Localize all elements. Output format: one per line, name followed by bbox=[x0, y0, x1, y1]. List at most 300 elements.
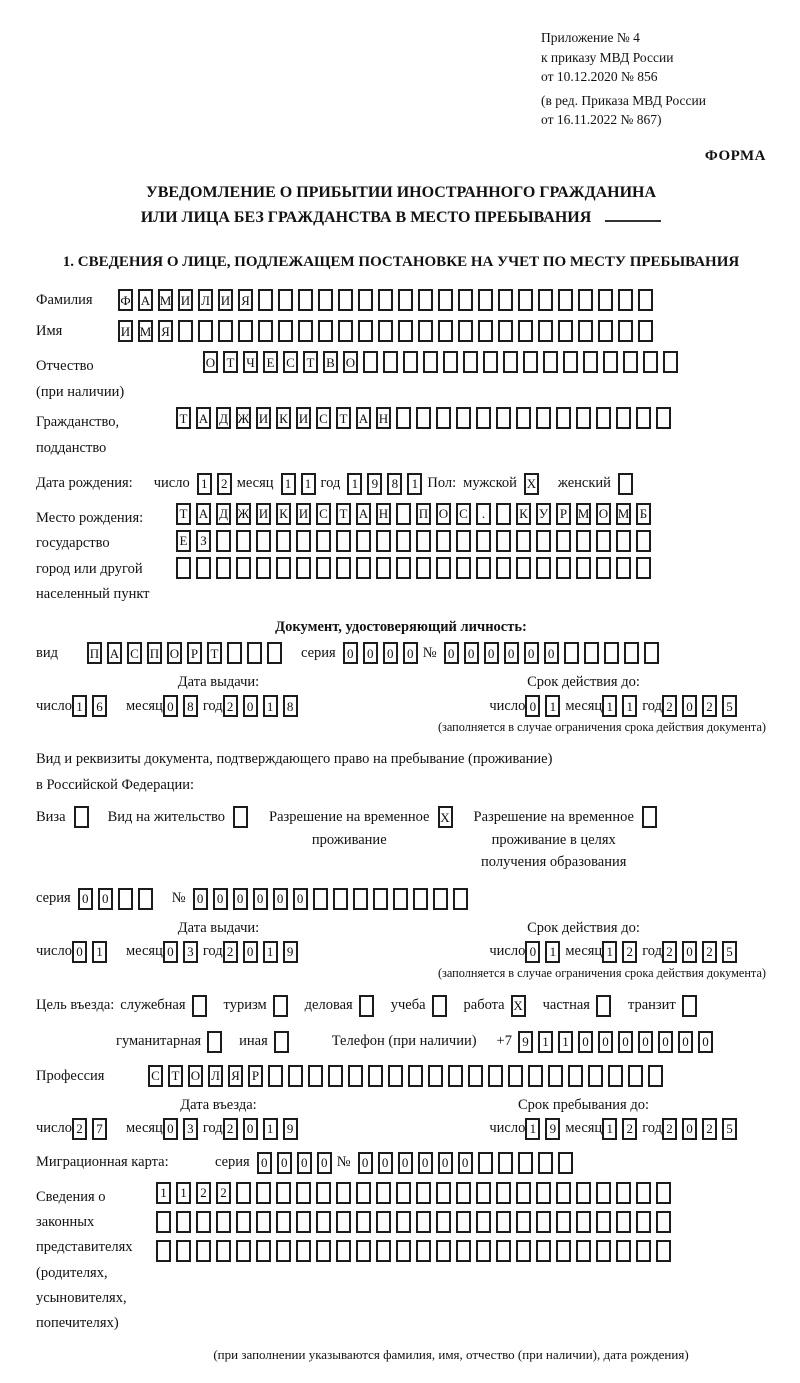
char-cell[interactable]: X bbox=[511, 995, 526, 1017]
char-cell[interactable]: О bbox=[596, 503, 611, 525]
char-cell[interactable]: 0 bbox=[438, 1152, 453, 1174]
char-cell[interactable] bbox=[423, 351, 438, 373]
char-cell[interactable] bbox=[276, 530, 291, 552]
char-cell[interactable] bbox=[563, 351, 578, 373]
char-cell[interactable] bbox=[456, 407, 471, 429]
char-cell[interactable] bbox=[336, 530, 351, 552]
char-cell[interactable] bbox=[453, 888, 468, 910]
char-cell[interactable]: Ч bbox=[243, 351, 258, 373]
char-cell[interactable] bbox=[433, 888, 448, 910]
char-cell[interactable] bbox=[192, 995, 207, 1017]
char-cell[interactable]: 7 bbox=[92, 1118, 107, 1140]
char-cell[interactable] bbox=[536, 1211, 551, 1233]
char-cell[interactable] bbox=[256, 1211, 271, 1233]
char-cell[interactable]: 0 bbox=[524, 642, 539, 664]
char-cell[interactable] bbox=[558, 289, 573, 311]
char-cell[interactable] bbox=[518, 289, 533, 311]
char-cell[interactable]: М bbox=[138, 320, 153, 342]
char-cell[interactable]: 0 bbox=[403, 642, 418, 664]
char-cell[interactable]: 9 bbox=[283, 1118, 298, 1140]
char-cell[interactable]: Т bbox=[223, 351, 238, 373]
char-cell[interactable] bbox=[348, 1065, 363, 1087]
char-cell[interactable]: 0 bbox=[638, 1031, 653, 1053]
char-cell[interactable]: Т bbox=[336, 407, 351, 429]
char-cell[interactable] bbox=[278, 320, 293, 342]
char-cell[interactable]: Ж bbox=[236, 407, 251, 429]
char-cell[interactable] bbox=[408, 1065, 423, 1087]
char-cell[interactable] bbox=[558, 320, 573, 342]
char-cell[interactable] bbox=[316, 557, 331, 579]
char-cell[interactable] bbox=[642, 806, 657, 828]
char-cell[interactable] bbox=[436, 557, 451, 579]
char-cell[interactable] bbox=[358, 320, 373, 342]
char-cell[interactable]: Д bbox=[216, 407, 231, 429]
char-cell[interactable] bbox=[656, 1240, 671, 1262]
char-cell[interactable] bbox=[353, 888, 368, 910]
char-cell[interactable] bbox=[616, 530, 631, 552]
char-cell[interactable]: Р bbox=[248, 1065, 263, 1087]
char-cell[interactable] bbox=[596, 1182, 611, 1204]
char-cell[interactable]: К bbox=[516, 503, 531, 525]
char-cell[interactable] bbox=[318, 320, 333, 342]
char-cell[interactable]: 1 bbox=[602, 695, 617, 717]
char-cell[interactable]: 1 bbox=[558, 1031, 573, 1053]
char-cell[interactable] bbox=[644, 642, 659, 664]
char-cell[interactable] bbox=[436, 1182, 451, 1204]
char-cell[interactable] bbox=[588, 1065, 603, 1087]
char-cell[interactable] bbox=[118, 888, 133, 910]
char-cell[interactable]: 1 bbox=[197, 473, 212, 495]
char-cell[interactable] bbox=[498, 320, 513, 342]
char-cell[interactable] bbox=[296, 557, 311, 579]
char-cell[interactable] bbox=[333, 888, 348, 910]
char-cell[interactable]: Д bbox=[216, 503, 231, 525]
char-cell[interactable] bbox=[413, 888, 428, 910]
char-cell[interactable] bbox=[296, 1211, 311, 1233]
char-cell[interactable] bbox=[536, 407, 551, 429]
char-cell[interactable] bbox=[576, 1240, 591, 1262]
char-cell[interactable]: 0 bbox=[658, 1031, 673, 1053]
char-cell[interactable] bbox=[556, 530, 571, 552]
char-cell[interactable]: 0 bbox=[698, 1031, 713, 1053]
char-cell[interactable] bbox=[438, 320, 453, 342]
char-cell[interactable] bbox=[556, 407, 571, 429]
char-cell[interactable]: О bbox=[203, 351, 218, 373]
char-cell[interactable] bbox=[274, 1031, 289, 1053]
char-cell[interactable] bbox=[536, 1240, 551, 1262]
char-cell[interactable]: . bbox=[476, 503, 491, 525]
char-cell[interactable]: Н bbox=[376, 503, 391, 525]
char-cell[interactable] bbox=[373, 888, 388, 910]
char-cell[interactable]: С bbox=[127, 642, 142, 664]
char-cell[interactable]: 0 bbox=[213, 888, 228, 910]
char-cell[interactable]: И bbox=[296, 503, 311, 525]
char-cell[interactable]: С bbox=[316, 503, 331, 525]
char-cell[interactable]: 0 bbox=[273, 888, 288, 910]
char-cell[interactable]: 0 bbox=[444, 642, 459, 664]
char-cell[interactable] bbox=[618, 289, 633, 311]
char-cell[interactable]: И bbox=[218, 289, 233, 311]
char-cell[interactable] bbox=[476, 557, 491, 579]
char-cell[interactable]: 2 bbox=[223, 941, 238, 963]
char-cell[interactable] bbox=[496, 1211, 511, 1233]
char-cell[interactable] bbox=[336, 557, 351, 579]
char-cell[interactable] bbox=[207, 1031, 222, 1053]
char-cell[interactable] bbox=[618, 320, 633, 342]
char-cell[interactable] bbox=[556, 1240, 571, 1262]
char-cell[interactable]: В bbox=[323, 351, 338, 373]
char-cell[interactable]: 1 bbox=[622, 695, 637, 717]
char-cell[interactable] bbox=[196, 1211, 211, 1233]
char-cell[interactable] bbox=[378, 289, 393, 311]
char-cell[interactable] bbox=[496, 557, 511, 579]
char-cell[interactable] bbox=[608, 1065, 623, 1087]
char-cell[interactable]: 1 bbox=[407, 473, 422, 495]
char-cell[interactable]: П bbox=[147, 642, 162, 664]
char-cell[interactable]: 0 bbox=[525, 695, 540, 717]
char-cell[interactable] bbox=[273, 995, 288, 1017]
char-cell[interactable] bbox=[623, 351, 638, 373]
char-cell[interactable] bbox=[578, 289, 593, 311]
char-cell[interactable] bbox=[596, 530, 611, 552]
char-cell[interactable]: 0 bbox=[618, 1031, 633, 1053]
char-cell[interactable]: 0 bbox=[464, 642, 479, 664]
char-cell[interactable] bbox=[376, 530, 391, 552]
char-cell[interactable] bbox=[496, 1240, 511, 1262]
char-cell[interactable] bbox=[396, 1211, 411, 1233]
char-cell[interactable]: П bbox=[87, 642, 102, 664]
char-cell[interactable] bbox=[278, 289, 293, 311]
char-cell[interactable]: Ф bbox=[118, 289, 133, 311]
char-cell[interactable]: О bbox=[343, 351, 358, 373]
char-cell[interactable] bbox=[496, 503, 511, 525]
char-cell[interactable] bbox=[398, 289, 413, 311]
char-cell[interactable]: 2 bbox=[223, 695, 238, 717]
char-cell[interactable]: П bbox=[416, 503, 431, 525]
char-cell[interactable] bbox=[216, 557, 231, 579]
char-cell[interactable]: 2 bbox=[217, 473, 232, 495]
char-cell[interactable] bbox=[536, 1182, 551, 1204]
char-cell[interactable] bbox=[316, 530, 331, 552]
char-cell[interactable] bbox=[536, 530, 551, 552]
char-cell[interactable] bbox=[336, 1240, 351, 1262]
char-cell[interactable]: Т bbox=[336, 503, 351, 525]
char-cell[interactable] bbox=[456, 557, 471, 579]
char-cell[interactable] bbox=[476, 1182, 491, 1204]
char-cell[interactable]: А bbox=[196, 503, 211, 525]
char-cell[interactable] bbox=[296, 530, 311, 552]
char-cell[interactable] bbox=[636, 1240, 651, 1262]
char-cell[interactable]: М bbox=[616, 503, 631, 525]
char-cell[interactable] bbox=[628, 1065, 643, 1087]
char-cell[interactable]: 8 bbox=[183, 695, 198, 717]
char-cell[interactable]: 2 bbox=[622, 1118, 637, 1140]
char-cell[interactable]: У bbox=[536, 503, 551, 525]
char-cell[interactable]: 1 bbox=[602, 1118, 617, 1140]
char-cell[interactable] bbox=[328, 1065, 343, 1087]
char-cell[interactable]: 2 bbox=[216, 1182, 231, 1204]
char-cell[interactable]: 0 bbox=[72, 941, 87, 963]
char-cell[interactable] bbox=[478, 320, 493, 342]
char-cell[interactable]: 2 bbox=[196, 1182, 211, 1204]
char-cell[interactable]: З bbox=[196, 530, 211, 552]
char-cell[interactable] bbox=[256, 530, 271, 552]
char-cell[interactable] bbox=[528, 1065, 543, 1087]
char-cell[interactable]: Я bbox=[238, 289, 253, 311]
char-cell[interactable]: 1 bbox=[263, 941, 278, 963]
char-cell[interactable] bbox=[383, 351, 398, 373]
char-cell[interactable] bbox=[418, 289, 433, 311]
char-cell[interactable] bbox=[308, 1065, 323, 1087]
char-cell[interactable] bbox=[616, 1240, 631, 1262]
char-cell[interactable] bbox=[516, 1211, 531, 1233]
char-cell[interactable] bbox=[227, 642, 242, 664]
char-cell[interactable]: И bbox=[256, 503, 271, 525]
char-cell[interactable] bbox=[476, 407, 491, 429]
char-cell[interactable]: 1 bbox=[538, 1031, 553, 1053]
char-cell[interactable] bbox=[443, 351, 458, 373]
char-cell[interactable] bbox=[604, 642, 619, 664]
char-cell[interactable]: 0 bbox=[253, 888, 268, 910]
char-cell[interactable] bbox=[538, 289, 553, 311]
char-cell[interactable] bbox=[336, 1182, 351, 1204]
char-cell[interactable] bbox=[598, 289, 613, 311]
char-cell[interactable]: Л bbox=[198, 289, 213, 311]
char-cell[interactable] bbox=[378, 320, 393, 342]
char-cell[interactable] bbox=[267, 642, 282, 664]
char-cell[interactable]: 0 bbox=[418, 1152, 433, 1174]
char-cell[interactable] bbox=[636, 557, 651, 579]
char-cell[interactable]: 0 bbox=[484, 642, 499, 664]
char-cell[interactable]: Т bbox=[303, 351, 318, 373]
char-cell[interactable] bbox=[636, 1182, 651, 1204]
char-cell[interactable] bbox=[456, 530, 471, 552]
char-cell[interactable] bbox=[576, 1211, 591, 1233]
char-cell[interactable] bbox=[358, 289, 373, 311]
char-cell[interactable] bbox=[276, 1240, 291, 1262]
char-cell[interactable]: А bbox=[138, 289, 153, 311]
char-cell[interactable] bbox=[196, 557, 211, 579]
char-cell[interactable] bbox=[256, 557, 271, 579]
char-cell[interactable]: А bbox=[196, 407, 211, 429]
char-cell[interactable]: 0 bbox=[383, 642, 398, 664]
char-cell[interactable] bbox=[496, 530, 511, 552]
char-cell[interactable]: О bbox=[188, 1065, 203, 1087]
char-cell[interactable] bbox=[318, 289, 333, 311]
char-cell[interactable]: 0 bbox=[78, 888, 93, 910]
char-cell[interactable] bbox=[298, 320, 313, 342]
char-cell[interactable]: С bbox=[148, 1065, 163, 1087]
char-cell[interactable] bbox=[403, 351, 418, 373]
char-cell[interactable] bbox=[616, 1182, 631, 1204]
char-cell[interactable] bbox=[138, 888, 153, 910]
char-cell[interactable] bbox=[156, 1240, 171, 1262]
char-cell[interactable] bbox=[498, 289, 513, 311]
char-cell[interactable] bbox=[624, 642, 639, 664]
char-cell[interactable] bbox=[556, 557, 571, 579]
char-cell[interactable]: 0 bbox=[317, 1152, 332, 1174]
char-cell[interactable] bbox=[488, 1065, 503, 1087]
char-cell[interactable]: 0 bbox=[578, 1031, 593, 1053]
char-cell[interactable] bbox=[376, 1182, 391, 1204]
char-cell[interactable] bbox=[656, 1211, 671, 1233]
char-cell[interactable]: Т bbox=[176, 503, 191, 525]
char-cell[interactable]: 1 bbox=[545, 941, 560, 963]
char-cell[interactable] bbox=[638, 320, 653, 342]
char-cell[interactable] bbox=[516, 1182, 531, 1204]
char-cell[interactable]: 0 bbox=[243, 941, 258, 963]
char-cell[interactable] bbox=[496, 1182, 511, 1204]
char-cell[interactable]: 0 bbox=[458, 1152, 473, 1174]
char-cell[interactable]: Е bbox=[263, 351, 278, 373]
char-cell[interactable] bbox=[178, 320, 193, 342]
char-cell[interactable] bbox=[596, 995, 611, 1017]
char-cell[interactable] bbox=[508, 1065, 523, 1087]
char-cell[interactable] bbox=[196, 1240, 211, 1262]
char-cell[interactable] bbox=[356, 557, 371, 579]
char-cell[interactable]: 0 bbox=[277, 1152, 292, 1174]
char-cell[interactable] bbox=[448, 1065, 463, 1087]
char-cell[interactable] bbox=[233, 806, 248, 828]
char-cell[interactable]: 5 bbox=[722, 941, 737, 963]
char-cell[interactable] bbox=[74, 806, 89, 828]
char-cell[interactable] bbox=[436, 1240, 451, 1262]
char-cell[interactable] bbox=[656, 407, 671, 429]
char-cell[interactable]: 5 bbox=[722, 695, 737, 717]
char-cell[interactable]: Я bbox=[158, 320, 173, 342]
char-cell[interactable] bbox=[436, 530, 451, 552]
char-cell[interactable] bbox=[638, 289, 653, 311]
char-cell[interactable] bbox=[288, 1065, 303, 1087]
char-cell[interactable] bbox=[258, 289, 273, 311]
char-cell[interactable]: 1 bbox=[347, 473, 362, 495]
char-cell[interactable]: 2 bbox=[72, 1118, 87, 1140]
char-cell[interactable] bbox=[576, 557, 591, 579]
char-cell[interactable] bbox=[576, 407, 591, 429]
char-cell[interactable] bbox=[316, 1211, 331, 1233]
char-cell[interactable] bbox=[258, 320, 273, 342]
char-cell[interactable]: М bbox=[576, 503, 591, 525]
char-cell[interactable]: О bbox=[436, 503, 451, 525]
char-cell[interactable] bbox=[313, 888, 328, 910]
char-cell[interactable] bbox=[396, 1182, 411, 1204]
char-cell[interactable]: 0 bbox=[682, 1118, 697, 1140]
char-cell[interactable] bbox=[356, 1240, 371, 1262]
char-cell[interactable]: 3 bbox=[183, 1118, 198, 1140]
char-cell[interactable] bbox=[396, 530, 411, 552]
char-cell[interactable]: Р bbox=[187, 642, 202, 664]
char-cell[interactable] bbox=[338, 289, 353, 311]
char-cell[interactable] bbox=[548, 1065, 563, 1087]
char-cell[interactable] bbox=[556, 1211, 571, 1233]
char-cell[interactable] bbox=[356, 1182, 371, 1204]
char-cell[interactable] bbox=[316, 1240, 331, 1262]
char-cell[interactable]: 0 bbox=[544, 642, 559, 664]
char-cell[interactable] bbox=[298, 289, 313, 311]
char-cell[interactable] bbox=[596, 557, 611, 579]
char-cell[interactable] bbox=[376, 1211, 391, 1233]
char-cell[interactable]: 0 bbox=[163, 695, 178, 717]
char-cell[interactable] bbox=[376, 557, 391, 579]
char-cell[interactable] bbox=[156, 1211, 171, 1233]
char-cell[interactable] bbox=[316, 1182, 331, 1204]
char-cell[interactable]: 0 bbox=[398, 1152, 413, 1174]
char-cell[interactable] bbox=[603, 351, 618, 373]
char-cell[interactable]: X bbox=[524, 473, 539, 495]
char-cell[interactable] bbox=[256, 1182, 271, 1204]
char-cell[interactable] bbox=[648, 1065, 663, 1087]
char-cell[interactable]: 0 bbox=[378, 1152, 393, 1174]
char-cell[interactable]: Т bbox=[168, 1065, 183, 1087]
char-cell[interactable]: 0 bbox=[504, 642, 519, 664]
char-cell[interactable] bbox=[476, 1240, 491, 1262]
char-cell[interactable] bbox=[616, 407, 631, 429]
char-cell[interactable] bbox=[368, 1065, 383, 1087]
char-cell[interactable] bbox=[247, 642, 262, 664]
char-cell[interactable] bbox=[458, 289, 473, 311]
char-cell[interactable] bbox=[478, 289, 493, 311]
char-cell[interactable]: 1 bbox=[72, 695, 87, 717]
char-cell[interactable]: 1 bbox=[545, 695, 560, 717]
char-cell[interactable]: 0 bbox=[257, 1152, 272, 1174]
char-cell[interactable] bbox=[268, 1065, 283, 1087]
char-cell[interactable] bbox=[432, 995, 447, 1017]
char-cell[interactable]: 1 bbox=[263, 695, 278, 717]
char-cell[interactable]: 0 bbox=[678, 1031, 693, 1053]
char-cell[interactable]: 0 bbox=[293, 888, 308, 910]
char-cell[interactable]: Б bbox=[636, 503, 651, 525]
char-cell[interactable] bbox=[578, 320, 593, 342]
char-cell[interactable] bbox=[643, 351, 658, 373]
char-cell[interactable] bbox=[436, 407, 451, 429]
char-cell[interactable] bbox=[388, 1065, 403, 1087]
char-cell[interactable] bbox=[456, 1240, 471, 1262]
char-cell[interactable] bbox=[256, 1240, 271, 1262]
char-cell[interactable] bbox=[198, 320, 213, 342]
char-cell[interactable]: К bbox=[276, 407, 291, 429]
char-cell[interactable] bbox=[516, 530, 531, 552]
char-cell[interactable]: 6 bbox=[92, 695, 107, 717]
char-cell[interactable]: Е bbox=[176, 530, 191, 552]
char-cell[interactable]: А bbox=[356, 407, 371, 429]
char-cell[interactable] bbox=[336, 1211, 351, 1233]
char-cell[interactable]: 1 bbox=[602, 941, 617, 963]
char-cell[interactable] bbox=[616, 557, 631, 579]
char-cell[interactable] bbox=[458, 320, 473, 342]
char-cell[interactable]: Р bbox=[556, 503, 571, 525]
char-cell[interactable]: 0 bbox=[243, 1118, 258, 1140]
char-cell[interactable] bbox=[636, 407, 651, 429]
char-cell[interactable] bbox=[636, 530, 651, 552]
char-cell[interactable] bbox=[583, 351, 598, 373]
char-cell[interactable] bbox=[393, 888, 408, 910]
char-cell[interactable]: 2 bbox=[662, 695, 677, 717]
char-cell[interactable]: А bbox=[356, 503, 371, 525]
char-cell[interactable] bbox=[616, 1211, 631, 1233]
char-cell[interactable] bbox=[516, 407, 531, 429]
char-cell[interactable]: 1 bbox=[156, 1182, 171, 1204]
char-cell[interactable] bbox=[296, 1240, 311, 1262]
char-cell[interactable] bbox=[456, 1182, 471, 1204]
char-cell[interactable]: И bbox=[118, 320, 133, 342]
char-cell[interactable] bbox=[238, 320, 253, 342]
char-cell[interactable]: И bbox=[178, 289, 193, 311]
char-cell[interactable]: С bbox=[316, 407, 331, 429]
char-cell[interactable] bbox=[596, 1240, 611, 1262]
char-cell[interactable] bbox=[463, 351, 478, 373]
char-cell[interactable]: 1 bbox=[525, 1118, 540, 1140]
char-cell[interactable]: 2 bbox=[662, 1118, 677, 1140]
